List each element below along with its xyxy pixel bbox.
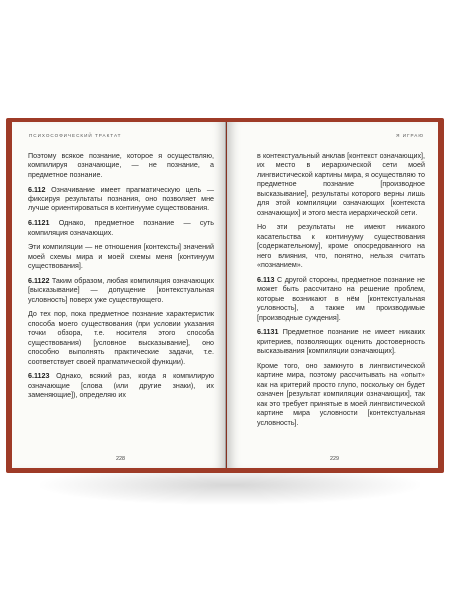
paragraph-number: 6.1131 bbox=[257, 328, 279, 337]
paragraph: 6.1131 Предметное познание не имеет никаких критериев, позволяющих оценить достоверность высказывания [компиляции означающих]. bbox=[257, 328, 425, 356]
left-running-header: ПСИХОСОФИЧЕСКИЙ ТРАКТАТ bbox=[29, 133, 122, 138]
paragraph: 6.1122 Таким образом, любая компиляция означающих [высказывание] — допущение [контекстуальная условность] поверх уже существующего. bbox=[28, 276, 215, 304]
left-page bbox=[12, 122, 226, 468]
paragraph-number: 6.1121 bbox=[28, 219, 50, 228]
paragraph: 6.1121 Однако, предметное познание — суть компиляция означающих. bbox=[28, 219, 214, 237]
left-page-number: 228 bbox=[116, 456, 125, 462]
right-page bbox=[227, 122, 438, 468]
paragraph: 6.113 С другой стороны, предметное познание не может быть рассчитано на решение проблем, которые возникают в нём [контекстуальная условность], а также им производимые [производные суждения]. bbox=[257, 275, 426, 322]
paragraph: 6.1123 Однако, всякий раз, когда я компилирую означающие [слова (или другие знаки), их заменяющие]), определяю их bbox=[28, 372, 215, 400]
paragraph-number: 6.113 bbox=[257, 275, 275, 284]
paragraph: До тех пор, пока предметное познание характеристик способа моего существования (при условии указания точки обзора, т.е. носителя этого способа существования) [условное высказывание], оно способно выполнять практические задачи, т.е. соответствует своей прагматической функции). bbox=[28, 310, 214, 366]
left-page-text bbox=[28, 152, 214, 406]
paragraph: Но эти результаты не имеют никакого касательства к континууму существования [содержательному], кроме опосредованного на него влияния, что, понятно, нельзя считать «познанием». bbox=[257, 223, 425, 270]
paragraph: в контекстуальный анклав [контекст означающих], их место в иерархической сети моей лингвистической картины мира, я осуществляю то предметное познание [производное высказывание], результаты которого верны лишь для этой компиляции означающих [контекста означающих] и этого места иерархической сети. bbox=[257, 152, 425, 217]
paragraph: Кроме того, оно замкнуто в лингвистической картине мира, поэтому рассчитывать на «опыт» как на критерий просто глупо, поскольку он будет означен [результат компиляции означающих], так как это требует принятые в моей лингвистической картине мира условности [контекстуальная условность]. bbox=[257, 361, 425, 427]
right-running-header: Я ИГРАЮ bbox=[396, 133, 424, 138]
paragraph: Поэтому всякое познание, которое я осуществляю, компилируя означающие, — не познание, а предметное познание. bbox=[28, 152, 214, 179]
right-page-text bbox=[257, 152, 425, 433]
paragraph: Эти компиляции — не отношения [контексты] значений моей схемы мира и моей схемы меня [континуум существования]. bbox=[28, 243, 214, 271]
paragraph-number: 6.1122 bbox=[28, 276, 50, 285]
right-page-number: 229 bbox=[330, 456, 339, 462]
paragraph: 6.112 Означивание имеет прагматическую цель — фиксируя результаты познания, оно позволяет мне лучше ориентироваться в континууме существования. bbox=[28, 185, 214, 213]
paragraph-number: 6.1123 bbox=[28, 372, 50, 381]
paragraph-number: 6.112 bbox=[28, 185, 46, 194]
